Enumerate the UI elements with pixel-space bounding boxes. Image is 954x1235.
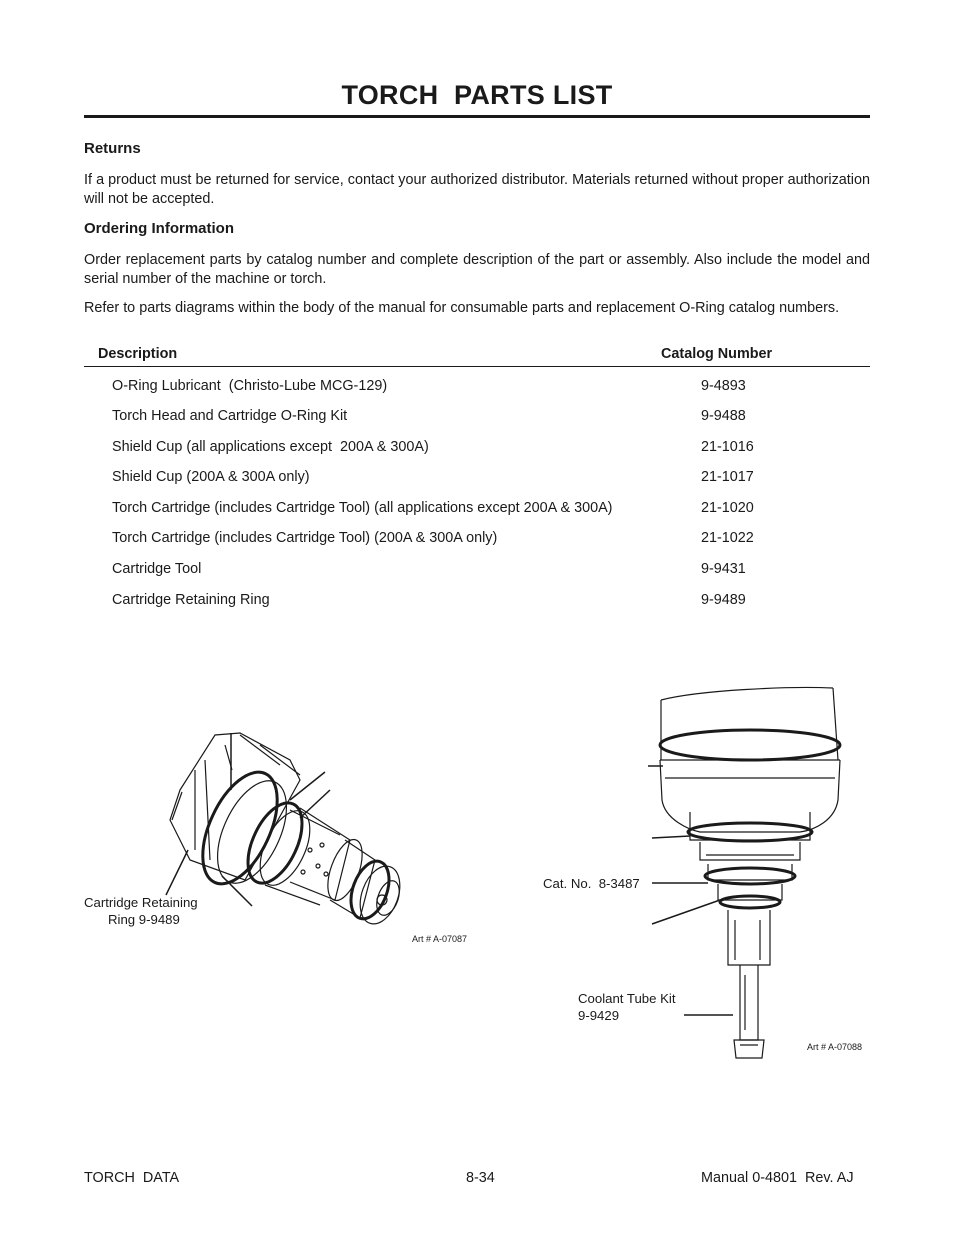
table-header-catalog: Catalog Number bbox=[661, 346, 773, 362]
row-description: Cartridge Retaining Ring bbox=[112, 592, 270, 608]
footer-left: TORCH DATA bbox=[84, 1170, 180, 1186]
ordering-heading: Ordering Information bbox=[84, 220, 234, 237]
row-description: Torch Cartridge (includes Cartridge Tool) (200A & 300A only) bbox=[112, 530, 498, 546]
row-catalog: 9-4893 bbox=[701, 378, 746, 394]
art-number-left: Art # A-07087 bbox=[412, 934, 468, 944]
art-number-right: Art # A-07088 bbox=[807, 1042, 863, 1052]
returns-text: If a product must be returned for service, contact your authorized distributor. Materials returned without proper authorization will not be accepted. bbox=[84, 172, 870, 207]
row-catalog: 9-9431 bbox=[701, 561, 746, 577]
row-description: Torch Head and Cartridge O-Ring Kit bbox=[112, 408, 348, 424]
row-catalog: 9-9488 bbox=[701, 408, 746, 424]
ordering-text-1: Order replacement parts by catalog number and complete description of the part or assembly. Also include the model and serial number of the machine or torch. bbox=[84, 252, 870, 287]
row-catalog: 9-9489 bbox=[701, 592, 746, 608]
row-catalog: 21-1022 bbox=[701, 530, 754, 546]
table-header-description: Description bbox=[98, 346, 178, 362]
cat-no-callout: Cat. No. 8-3487 bbox=[543, 876, 640, 891]
footer-right: Manual 0-4801 Rev. AJ bbox=[701, 1170, 854, 1186]
coolant-tube-callout-2: 9-9429 bbox=[578, 1008, 620, 1023]
row-description: Shield Cup (200A & 300A only) bbox=[112, 469, 310, 485]
ordering-text-2: Refer to parts diagrams within the body of the manual for consumable parts and replacement O-Ring catalog numbers. bbox=[84, 300, 840, 316]
footer-page-number: 8-34 bbox=[466, 1170, 495, 1186]
row-description: Shield Cup (all applications except 200A & 300A) bbox=[112, 439, 429, 455]
row-catalog: 21-1017 bbox=[701, 469, 754, 485]
returns-heading: Returns bbox=[84, 140, 141, 157]
row-catalog: 21-1016 bbox=[701, 439, 754, 455]
page-title: TORCH PARTS LIST bbox=[341, 80, 613, 110]
coolant-tube-callout: Coolant Tube Kit bbox=[578, 991, 676, 1006]
row-description: Torch Cartridge (includes Cartridge Tool) (all applications except 200A & 300A) bbox=[112, 500, 613, 516]
row-description: Cartridge Tool bbox=[112, 561, 202, 577]
row-description: O-Ring Lubricant (Christo-Lube MCG-129) bbox=[112, 378, 388, 394]
row-catalog: 21-1020 bbox=[701, 500, 754, 516]
cartridge-retaining-ring-callout: Cartridge Retaining bbox=[84, 895, 198, 910]
cartridge-retaining-ring-callout-2: Ring 9-9489 bbox=[108, 912, 180, 927]
